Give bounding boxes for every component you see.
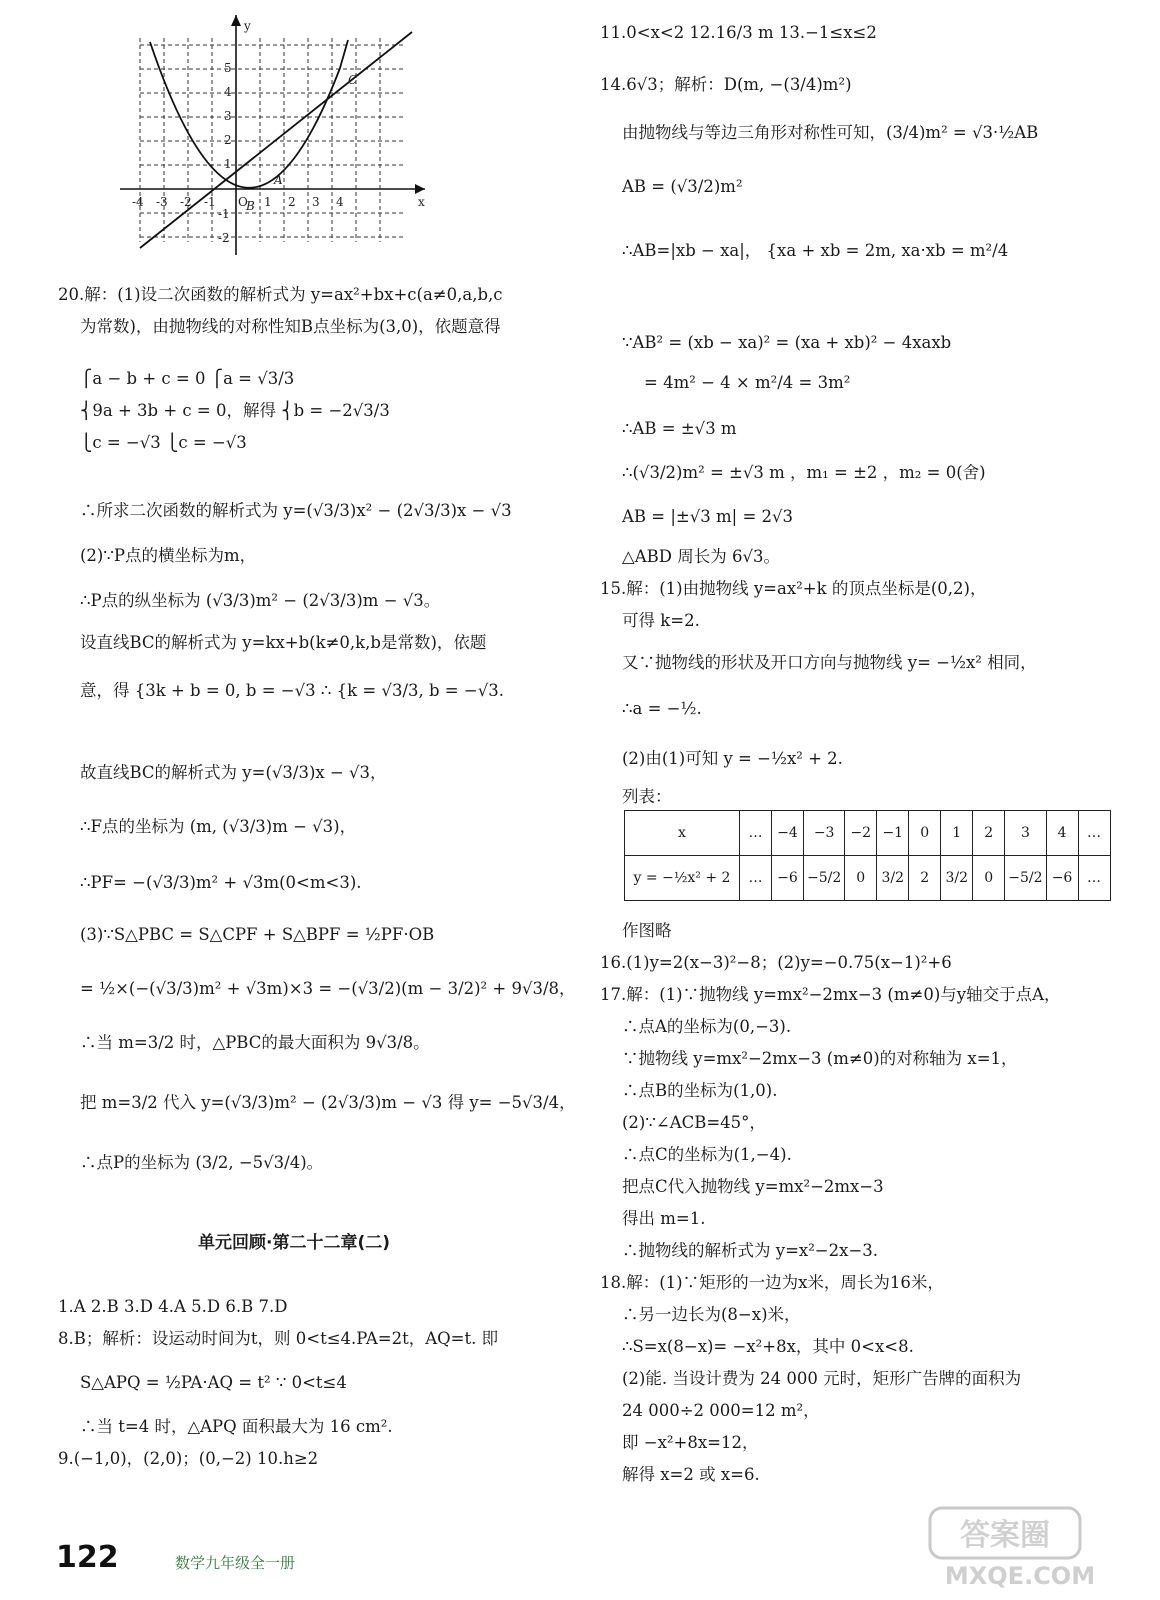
text-line: 15.解：(1)由抛物线 y=ax²+k 的顶点坐标是(0,2)， [600,579,987,598]
text-line: 18.解：(1)∵矩形的一边为x米，周长为16米， [600,1273,944,1292]
text-line: (2)∵∠ACB=45°， [622,1113,766,1132]
section-heading: 单元回顾·第二十二章(二) [198,1233,390,1253]
y-tick: 3 [224,109,232,123]
y-tick: 1 [224,157,232,171]
table-cell: −3 [804,811,845,856]
table-cell: −1 [877,811,909,856]
text-line: AB = |±√3 m| = 2√3 [622,507,794,526]
text-line: (2)由(1)可知 y = −½x² + 2. [622,749,843,768]
right-column [600,0,1120,1540]
text-line: ⎨9a + 3b + c = 0，解得 ⎨b = −2√3/3 [80,401,390,420]
x-tick: -2 [180,195,192,209]
text-line: ∴点A的坐标为(0,−3). [622,1017,792,1036]
x-tick: -3 [156,195,168,209]
text-line: ∴AB=|xb − xa|， {xa + xb = 2m, xa·xb = m²/4 [622,241,1009,260]
text-line: 即 −x²+8x=12， [622,1433,759,1452]
text-line: ∴AB = ±√3 m [622,419,737,438]
text-line: = ½×(−(√3/3)m² + √3m)×3 = −(√3/2)(m − 3/2)² + 9√3/8， [80,979,576,998]
text-line: ∴抛物线的解析式为 y=x²−2x−3. [622,1241,879,1260]
value-table [624,810,1111,901]
text-line: ⎧a − b + c = 0 ⎧a = √3/3 [80,369,295,388]
point-label-a: A [274,173,283,187]
text-line: 为常数)，由抛物线的对称性知B点坐标为(3,0)，依题意得 [80,317,501,336]
text-line: 24 000÷2 000=12 m²， [622,1401,820,1420]
table-cell: −5/2 [804,856,845,901]
table-cell: 2 [973,811,1005,856]
point-label-b: B [246,199,255,213]
text-line: ∴S=x(8−x)= −x²+8x，其中 0<x<8. [622,1337,914,1356]
text-line: 列表： [622,787,672,806]
table-row [625,811,1111,856]
table-cell: −4 [772,811,804,856]
text-line: 得出 m=1. [622,1209,706,1228]
text-line: 由抛物线与等边三角形对称性可知，(3/4)m² = √3·½AB [622,123,1039,142]
text-line: ∴点C的坐标为(1,−4). [622,1145,792,1164]
x-tick: 1 [264,195,272,209]
text-line: ∴PF= −(√3/3)m² + √3m(0<m<3). [80,873,362,892]
x-tick: -4 [132,195,144,209]
text-line: 11.0<x<2 12.16/3 m 13.−1≤x≤2 [600,23,877,42]
table-cell: … [740,811,772,856]
table-cell: 4 [1046,811,1078,856]
y-tick: -1 [218,207,230,221]
table-row [625,856,1111,901]
table-cell: 2 [909,856,941,901]
text-line: 17.解：(1)∵抛物线 y=mx²−2mx−3 (m≠0)与y轴交于点A， [600,985,1061,1004]
table-cell: −2 [845,811,877,856]
text-line: 把点C代入抛物线 y=mx²−2mx−3 [622,1177,884,1196]
text-line: (2)能. 当设计费为 24 000 元时，矩形广告牌的面积为 [622,1369,1022,1388]
text-line: AB = (√3/2)m² [622,177,743,196]
text-line: ∴点P的坐标为 (3/2, −5√3/4)。 [80,1153,324,1172]
watermark-url: MXQE.COM [944,1562,1096,1590]
table-cell: −6 [1046,856,1078,901]
text-line: 9.(−1,0)，(2,0)；(0,−2) 10.h≥2 [58,1449,319,1468]
text-line: 又∵抛物线的形状及开口方向与抛物线 y= −½x² 相同， [622,653,1037,672]
y-tick: 5 [224,61,232,75]
table-cell: 3/2 [877,856,909,901]
text-line: S△APQ = ½PA·AQ = t² ∵ 0<t≤4 [80,1373,347,1392]
text-line: ⎩c = −√3 ⎩c = −√3 [80,433,247,452]
text-line: ∴另一边长为(8−x)米， [622,1305,801,1324]
text-line: (3)∵S△PBC = S△CPF + S△BPF = ½PF·OB [80,925,435,944]
text-line: ∴当 t=4 时，△APQ 面积最大为 16 cm². [80,1417,393,1436]
point-label-c: C [348,73,358,87]
y-tick: 4 [224,85,232,99]
text-line: 可得 k=2. [622,611,700,630]
text-line: 设直线BC的解析式为 y=kx+b(k≠0,k,b是常数)，依题 [80,633,487,652]
left-column [58,0,578,1540]
watermark-logo [910,1500,1130,1590]
x-tick: 4 [336,195,344,209]
text-line: 16.(1)y=2(x−3)²−8；(2)y=−0.75(x−1)²+6 [600,953,952,972]
table-cell: … [1078,856,1110,901]
table-cell: … [740,856,772,901]
text-line: 作图略 [622,921,672,940]
page-number: 122 [56,1540,119,1575]
text-line: 8.B；解析：设运动时间为t，则 0<t≤4.PA=2t，AQ=t. 即 [58,1329,499,1348]
text-line: (2)∵P点的横坐标为m， [80,546,257,565]
text-line: △ABD 周长为 6√3。 [622,547,780,566]
table-cell: 0 [973,856,1005,901]
text-line: ∴F点的坐标为 (m, (√3/3)m − √3)， [80,817,357,836]
y-tick: 2 [224,133,232,147]
table-header-cell: x [625,811,740,856]
x-tick: 2 [288,195,296,209]
text-line: ∵抛物线 y=mx²−2mx−3 (m≠0)的对称轴为 x=1， [622,1049,1018,1068]
x-tick: 3 [312,195,320,209]
text-line: ∴(√3/2)m² = ±√3 m ，m₁ = ±2 ，m₂ = 0(舍) [622,463,986,482]
y-axis-label: y [244,19,251,33]
text-line: ∴点B的坐标为(1,0). [622,1081,778,1100]
x-tick: -1 [204,195,216,209]
table-cell: 0 [909,811,941,856]
x-axis-label: x [418,195,425,209]
watermark-brand: 答案圈 [960,1518,1050,1553]
y-tick: -2 [218,231,230,245]
table-cell: … [1078,811,1110,856]
text-line: 14.6√3；解析：D(m, −(3/4)m²) [600,75,852,94]
text-line: 把 m=3/2 代入 y=(√3/3)m² − (2√3/3)m − √3 得 y= −5√3/4， [80,1093,576,1112]
text-line: 意，得 {3k + b = 0, b = −√3 ∴ {k = √3/3, b = −√3. [80,681,504,700]
text-line: ∴当 m=3/2 时，△PBC的最大面积为 9√3/8。 [80,1033,430,1052]
text-line: 故直线BC的解析式为 y=(√3/3)x − √3， [80,763,387,782]
table-header-cell: y = −½x² + 2 [625,856,740,901]
text-line: 20.解：(1)设二次函数的解析式为 y=ax²+bx+c(a≠0,a,b,c [58,285,503,304]
text-line: ∴a = −½. [622,699,702,718]
table-cell: −6 [772,856,804,901]
text-line: = 4m² − 4 × m²/4 = 3m² [644,373,851,392]
text-line: 解得 x=2 或 x=6. [622,1465,760,1484]
text-line: ∴P点的纵坐标为 (√3/3)m² − (2√3/3)m − √3。 [80,591,441,610]
text-line: ∴所求二次函数的解析式为 y=(√3/3)x² − (2√3/3)x − √3 [80,501,512,520]
book-title: 数学九年级全一册 [175,1554,296,1572]
table-cell: −5/2 [1005,856,1046,901]
origin-label: O [238,195,248,209]
text-line: ∵AB² = (xb − xa)² = (xa + xb)² − 4xaxb [622,333,952,352]
table-cell: 1 [941,811,973,856]
table-cell: 0 [845,856,877,901]
table-cell: 3/2 [941,856,973,901]
text-line: 1.A 2.B 3.D 4.A 5.D 6.B 7.D [58,1297,288,1316]
table-cell: 3 [1005,811,1046,856]
